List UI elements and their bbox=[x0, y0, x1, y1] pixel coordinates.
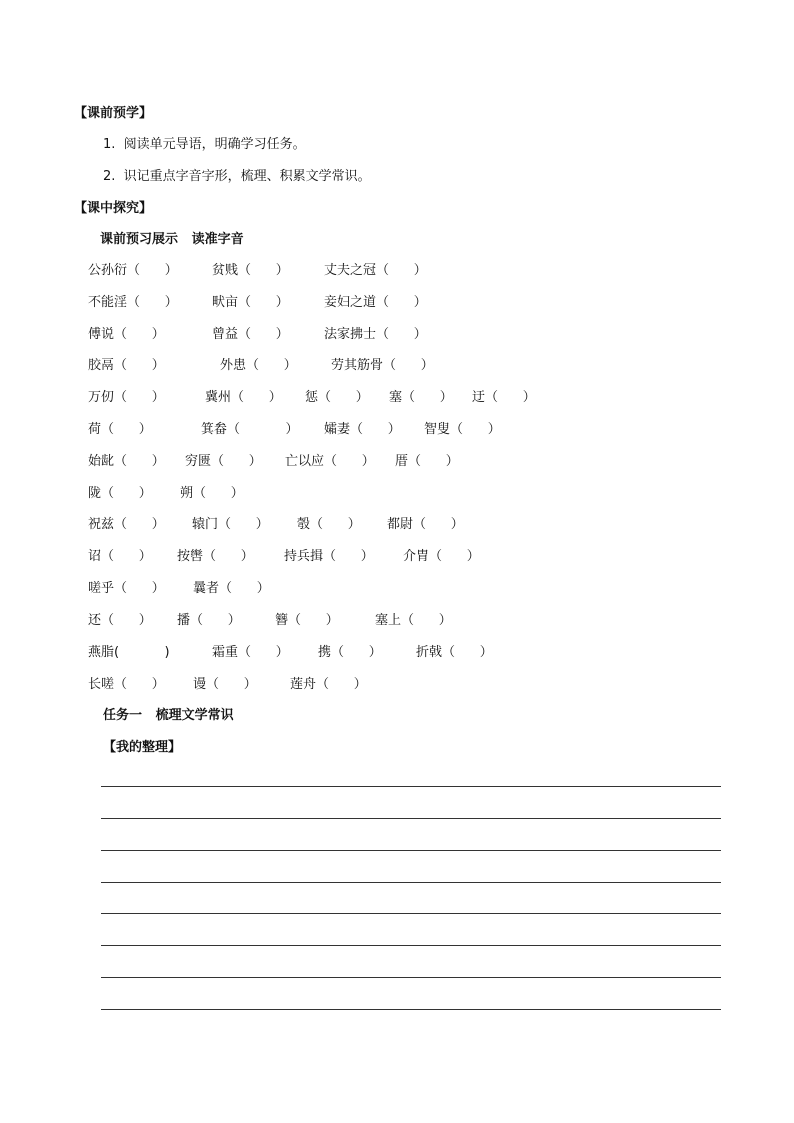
pron-item: 畎亩（ ） bbox=[212, 295, 289, 310]
pron-item: 莲舟（ ） bbox=[290, 677, 367, 692]
pron-item: 播（ ） bbox=[177, 613, 241, 628]
pron-item: 丈夫之冠（ ） bbox=[324, 263, 427, 278]
pron-item: 谩（ ） bbox=[193, 677, 257, 692]
pron-item: 箕畚（ ） bbox=[201, 422, 299, 437]
pron-item: 持兵揖（ ） bbox=[284, 549, 374, 564]
pron-item: 迂（ ） bbox=[472, 390, 536, 405]
pron-item: 惩（ ） bbox=[305, 390, 369, 405]
pron-item: 彀（ ） bbox=[297, 517, 361, 532]
pre-item-1: 1. 阅读单元导语，明确学习任务。 bbox=[103, 137, 306, 152]
pron-item: 孀妻（ ） bbox=[324, 422, 401, 437]
pron-item: 还（ ） bbox=[88, 613, 152, 628]
pron-item: 嗟乎（ ） bbox=[88, 581, 165, 596]
pron-item: 曾益（ ） bbox=[212, 327, 289, 342]
writing-line[interactable] bbox=[101, 850, 721, 851]
pre-item-2: 2. 识记重点字音字形，梳理、积累文学常识。 bbox=[103, 169, 371, 184]
pron-item: 长嗟（ ） bbox=[88, 677, 165, 692]
writing-line[interactable] bbox=[101, 977, 721, 978]
writing-line[interactable] bbox=[101, 882, 721, 883]
pron-item: 妾妇之道（ ） bbox=[324, 295, 427, 310]
pron-item: 按辔（ ） bbox=[177, 549, 254, 564]
section-in-class: 【课中探究】 bbox=[74, 201, 153, 216]
pron-item: 冀州（ ） bbox=[205, 390, 282, 405]
pron-item: 都尉（ ） bbox=[387, 517, 464, 532]
pron-item: 亡以应（ ） bbox=[285, 454, 375, 469]
pron-item: 塞（ ） bbox=[389, 390, 453, 405]
pron-item: 公孙衍（ ） bbox=[88, 263, 178, 278]
my-notes-heading: 【我的整理】 bbox=[103, 740, 182, 755]
pron-item: 贫贱（ ） bbox=[212, 263, 289, 278]
writing-line[interactable] bbox=[101, 818, 721, 819]
pron-item: 燕脂( ) bbox=[88, 645, 170, 660]
pron-item: 穷匮（ ） bbox=[185, 454, 262, 469]
pron-item: 智叟（ ） bbox=[424, 422, 501, 437]
task-1-heading: 任务一 梳理文学常识 bbox=[103, 708, 234, 723]
pron-item: 劳其筋骨（ ） bbox=[331, 358, 434, 373]
pron-item: 曩者（ ） bbox=[193, 581, 270, 596]
pron-item: 簪（ ） bbox=[275, 613, 339, 628]
pron-item: 外患（ ） bbox=[220, 358, 297, 373]
writing-line[interactable] bbox=[101, 913, 721, 914]
pron-item: 折戟（ ） bbox=[416, 645, 493, 660]
pron-item: 始龀（ ） bbox=[88, 454, 165, 469]
pron-item: 法家拂士（ ） bbox=[324, 327, 427, 342]
pron-item: 诏（ ） bbox=[88, 549, 152, 564]
pron-item: 厝（ ） bbox=[395, 454, 459, 469]
pron-item: 万仞（ ） bbox=[88, 390, 165, 405]
pron-item: 塞上（ ） bbox=[375, 613, 452, 628]
writing-line[interactable] bbox=[101, 786, 721, 787]
pron-item: 不能淫（ ） bbox=[88, 295, 178, 310]
writing-line[interactable] bbox=[101, 945, 721, 946]
pron-item: 傅说（ ） bbox=[88, 327, 165, 342]
section-pre-study: 【课前预学】 bbox=[74, 106, 153, 121]
pron-item: 荷（ ） bbox=[88, 422, 152, 437]
pron-item: 朔（ ） bbox=[180, 486, 244, 501]
writing-line[interactable] bbox=[101, 1009, 721, 1010]
pron-item: 介胄（ ） bbox=[403, 549, 480, 564]
pron-item: 胶鬲（ ） bbox=[88, 358, 165, 373]
pron-item: 辕门（ ） bbox=[192, 517, 269, 532]
pron-item: 陇（ ） bbox=[88, 486, 152, 501]
subheading-pronunciation: 课前预习展示 读准字音 bbox=[100, 232, 244, 247]
pron-item: 霜重（ ） bbox=[212, 645, 289, 660]
pron-item: 携（ ） bbox=[318, 645, 382, 660]
pron-item: 祝兹（ ） bbox=[88, 517, 165, 532]
